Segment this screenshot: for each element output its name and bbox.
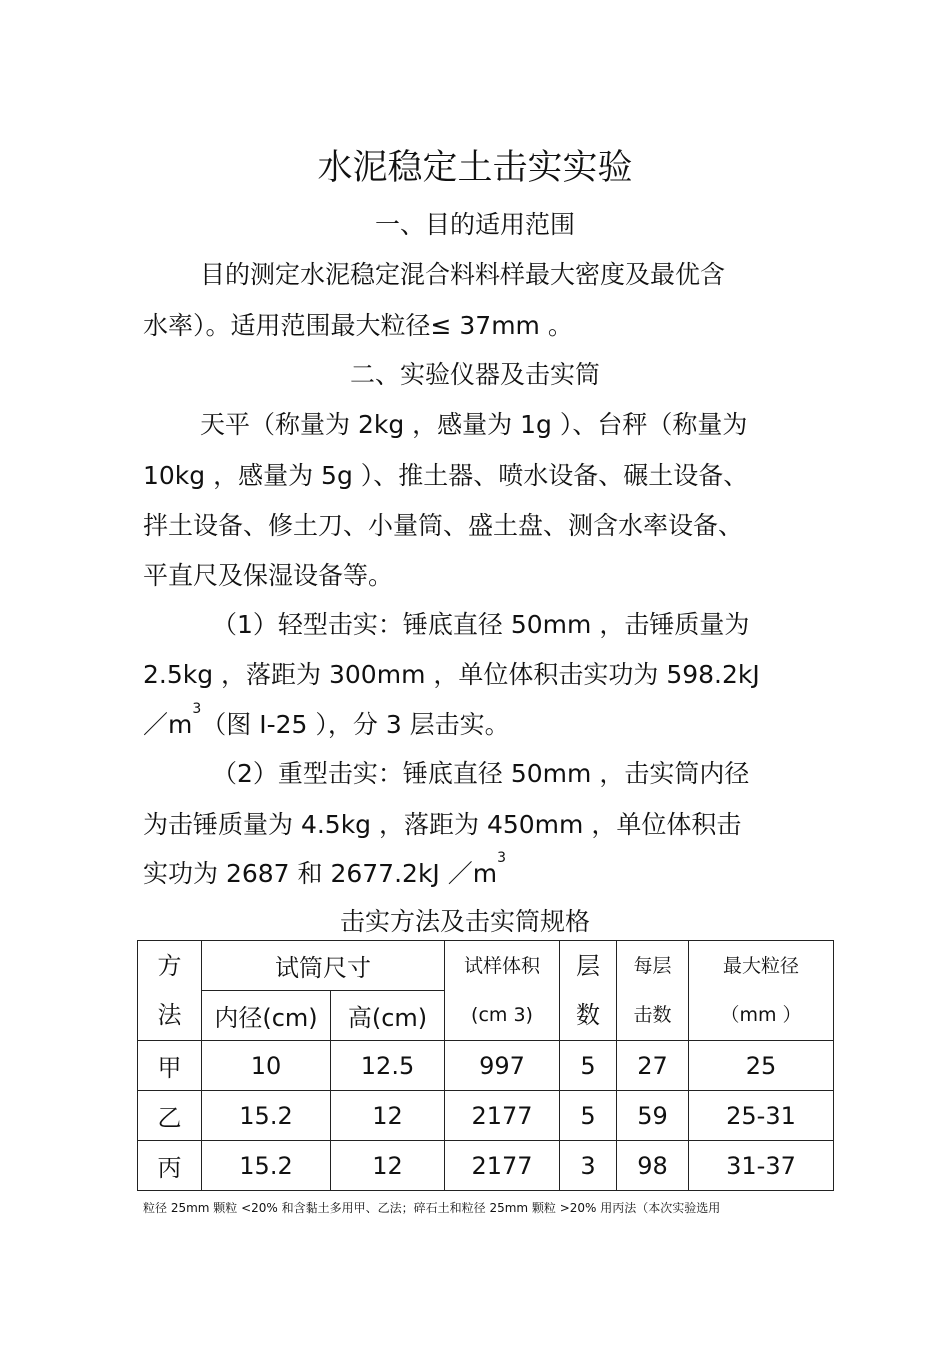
heavy-compaction-line: （2）重型击实：锤底直径 50mm ，击实筒内径 xyxy=(212,759,750,788)
header-method xyxy=(138,941,202,1041)
cell-max-size: 31-37 xyxy=(689,1141,834,1191)
apparatus-text-line: 平直尺及保湿设备等。 xyxy=(143,561,394,590)
cell-method: 甲 xyxy=(138,1041,202,1091)
header-blows xyxy=(617,941,689,1041)
cell-volume: 2177 xyxy=(445,1091,560,1141)
table-footnote: 粒径 25mm 颗粒 <20% 和含黏土多用甲、乙法；碎石土和粒径 25mm 颗粒 >20% 用丙法（本次实验选用 xyxy=(143,1201,721,1215)
unit-text: ／m xyxy=(143,710,193,739)
light-compaction-line: 2.5kg ，落距为 300mm ，单位体积击实功为 598.2kJ xyxy=(143,660,760,689)
header-method-top: 方 xyxy=(157,951,182,980)
cell-max-size: 25 xyxy=(689,1041,834,1091)
table-caption: 击实方法及击实筒规格 xyxy=(339,907,590,936)
table-row xyxy=(138,1091,834,1141)
page-title: 水泥稳定土击实实验 xyxy=(317,148,633,188)
superscript: 3 xyxy=(497,850,507,866)
header-method-bottom: 法 xyxy=(157,1000,182,1029)
cell-height: 12.5 xyxy=(331,1041,445,1091)
cell-max-size: 25-31 xyxy=(689,1091,834,1141)
cell-height: 12 xyxy=(331,1141,445,1191)
cell-blows: 98 xyxy=(617,1141,689,1191)
header-height: 高(cm) xyxy=(331,991,445,1041)
purpose-text-line: 水率）。适用范围最大粒径≤ 37mm 。 xyxy=(143,311,573,340)
cell-volume: 2177 xyxy=(445,1141,560,1191)
compaction-spec-table xyxy=(137,940,834,1191)
light-compaction-text: （图 I-25 ），分 3 层击实。 xyxy=(201,710,510,739)
cell-method: 丙 xyxy=(138,1141,202,1191)
header-volume-top: 试样体积 xyxy=(463,954,540,977)
purpose-text-line: 目的测定水泥稳定混合料料样最大密度及最优含 xyxy=(200,260,726,289)
header-volume-bottom: (cm 3) xyxy=(471,1003,533,1026)
section-heading-apparatus: 二、实验仪器及击实筒 xyxy=(349,360,600,389)
cell-inner-diameter: 10 xyxy=(202,1041,331,1091)
table-header-row xyxy=(138,941,834,991)
cell-method: 乙 xyxy=(138,1091,202,1141)
cell-layers: 5 xyxy=(560,1041,617,1091)
heavy-compaction-line xyxy=(143,850,507,890)
light-compaction-line xyxy=(143,701,510,741)
header-max-size-bottom: （mm ） xyxy=(720,1003,802,1026)
apparatus-text-line: 10kg ，感量为 5g ）、推土器、喷水设备、碾土设备、 xyxy=(143,461,749,490)
cell-layers: 3 xyxy=(560,1141,617,1191)
table-row xyxy=(138,1041,834,1091)
cell-height: 12 xyxy=(331,1091,445,1141)
header-layers-bottom: 数 xyxy=(576,1000,600,1029)
cell-inner-diameter: 15.2 xyxy=(202,1141,331,1191)
header-inner-diameter: 内径(cm) xyxy=(202,991,331,1041)
cell-inner-diameter: 15.2 xyxy=(202,1091,331,1141)
cell-blows: 59 xyxy=(617,1091,689,1141)
header-blows-bottom: 击数 xyxy=(633,1003,672,1026)
cell-volume: 997 xyxy=(445,1041,560,1091)
apparatus-text-line: 天平（称量为 2kg ，感量为 1g ）、台秤（称量为 xyxy=(200,410,748,439)
header-max-size-top: 最大粒径 xyxy=(722,954,799,977)
header-cylinder-size: 试筒尺寸 xyxy=(202,941,445,991)
apparatus-text-line: 拌土设备、修土刀、小量筒、盛土盘、测含水率设备、 xyxy=(143,511,744,540)
cell-layers: 5 xyxy=(560,1091,617,1141)
header-blows-top: 每层 xyxy=(633,954,672,977)
superscript: 3 xyxy=(192,701,202,717)
heavy-compaction-line: 为击锤质量为 4.5kg ，落距为 450mm ，单位体积击 xyxy=(143,810,742,839)
header-volume xyxy=(445,941,560,1041)
light-compaction-line: （1）轻型击实：锤底直径 50mm ，击锤质量为 xyxy=(212,610,750,639)
heavy-compaction-text: 实功为 2687 和 2677.2kJ ／m xyxy=(143,859,498,888)
cell-blows: 27 xyxy=(617,1041,689,1091)
section-heading-purpose: 一、目的适用范围 xyxy=(374,210,575,239)
header-layers-top: 层 xyxy=(576,951,600,980)
table-row xyxy=(138,1141,834,1191)
header-max-size xyxy=(689,941,834,1041)
header-layers xyxy=(560,941,617,1041)
